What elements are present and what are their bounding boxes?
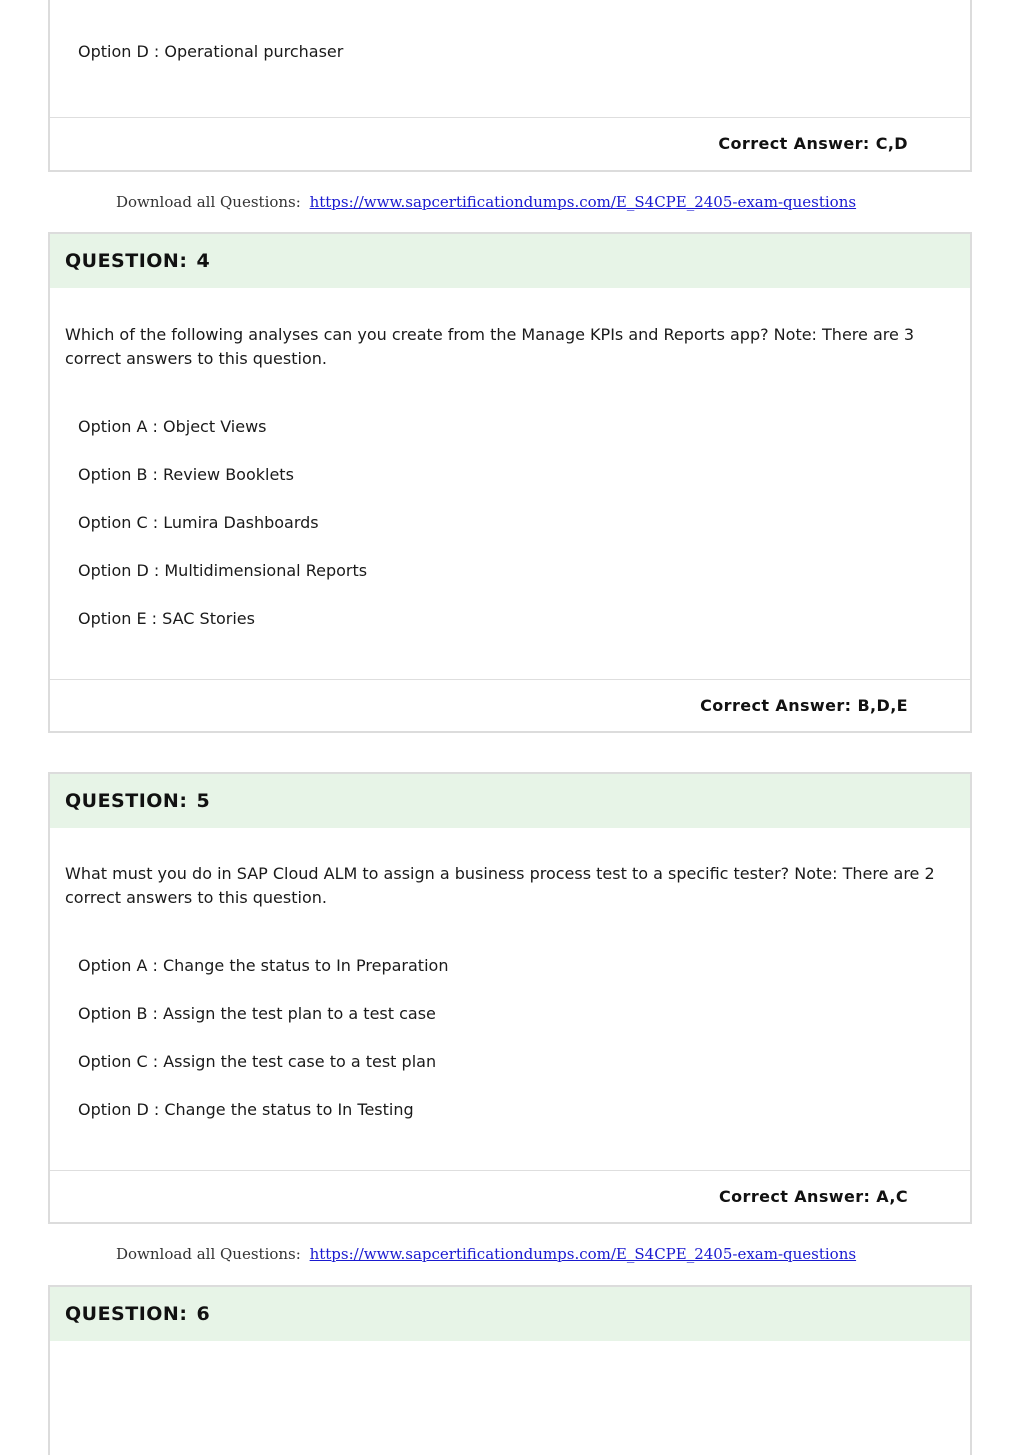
q5-option-b: Option B : Assign the test plan to a test case xyxy=(78,1004,436,1023)
q4-option-a: Option A : Object Views xyxy=(78,417,267,436)
download-label: Download all Questions: xyxy=(116,1245,301,1263)
q5-option-a: Option A : Change the status to In Preparation xyxy=(78,956,449,975)
q4-option-d: Option D : Multidimensional Reports xyxy=(78,561,368,580)
q5-answer-label: Correct Answer: xyxy=(719,1187,871,1206)
question-4-header xyxy=(50,234,970,288)
q5-question-text: What must you do in SAP Cloud ALM to assign a business process test to a specific tester? Note: There are 2 correct answers to this question. xyxy=(65,864,935,907)
q4-answer-value: B,D,E xyxy=(857,696,908,715)
question-label: QUESTION: xyxy=(65,250,188,272)
q5-correct-answer xyxy=(50,1170,970,1222)
question-number: 6 xyxy=(196,1303,211,1325)
q4-option-c: Option C : Lumira Dashboards xyxy=(78,513,319,532)
q4-option-b: Option B : Review Booklets xyxy=(78,465,294,484)
q3-option-d: Option D : Operational purchaser xyxy=(78,42,344,61)
question-number: 4 xyxy=(196,250,211,272)
q4-answer-label: Correct Answer: xyxy=(700,696,852,715)
question-4-card xyxy=(48,232,972,733)
question-5-header xyxy=(50,774,970,828)
question-label: QUESTION: xyxy=(65,1303,188,1325)
download-line-2 xyxy=(116,1245,856,1263)
q4-option-e: Option E : SAC Stories xyxy=(78,609,255,628)
q4-question-text: Which of the following analyses can you create from the Manage KPIs and Reports app? Note: There are 3 correct answers to this question. xyxy=(65,325,915,368)
download-link[interactable]: https://www.sapcertificationdumps.com/E_S4CPE_2405-exam-questions xyxy=(309,1245,857,1263)
question-3-card xyxy=(48,0,972,172)
q3-answer-value: C,D xyxy=(875,134,908,153)
question-number: 5 xyxy=(196,790,211,812)
q5-answer-value: A,C xyxy=(876,1187,908,1206)
question-label: QUESTION: xyxy=(65,790,188,812)
download-link[interactable]: https://www.sapcertificationdumps.com/E_S4CPE_2405-exam-questions xyxy=(309,193,857,211)
q3-answer-label: Correct Answer: xyxy=(718,134,870,153)
download-line-1 xyxy=(116,193,856,211)
download-label: Download all Questions: xyxy=(116,193,301,211)
q4-correct-answer xyxy=(50,679,970,731)
q3-correct-answer xyxy=(50,117,970,169)
question-6-card xyxy=(48,1285,972,1455)
q5-option-c: Option C : Assign the test case to a test plan xyxy=(78,1052,437,1071)
question-6-header xyxy=(50,1287,970,1341)
q5-option-d: Option D : Change the status to In Testing xyxy=(78,1100,414,1119)
question-5-card xyxy=(48,772,972,1224)
